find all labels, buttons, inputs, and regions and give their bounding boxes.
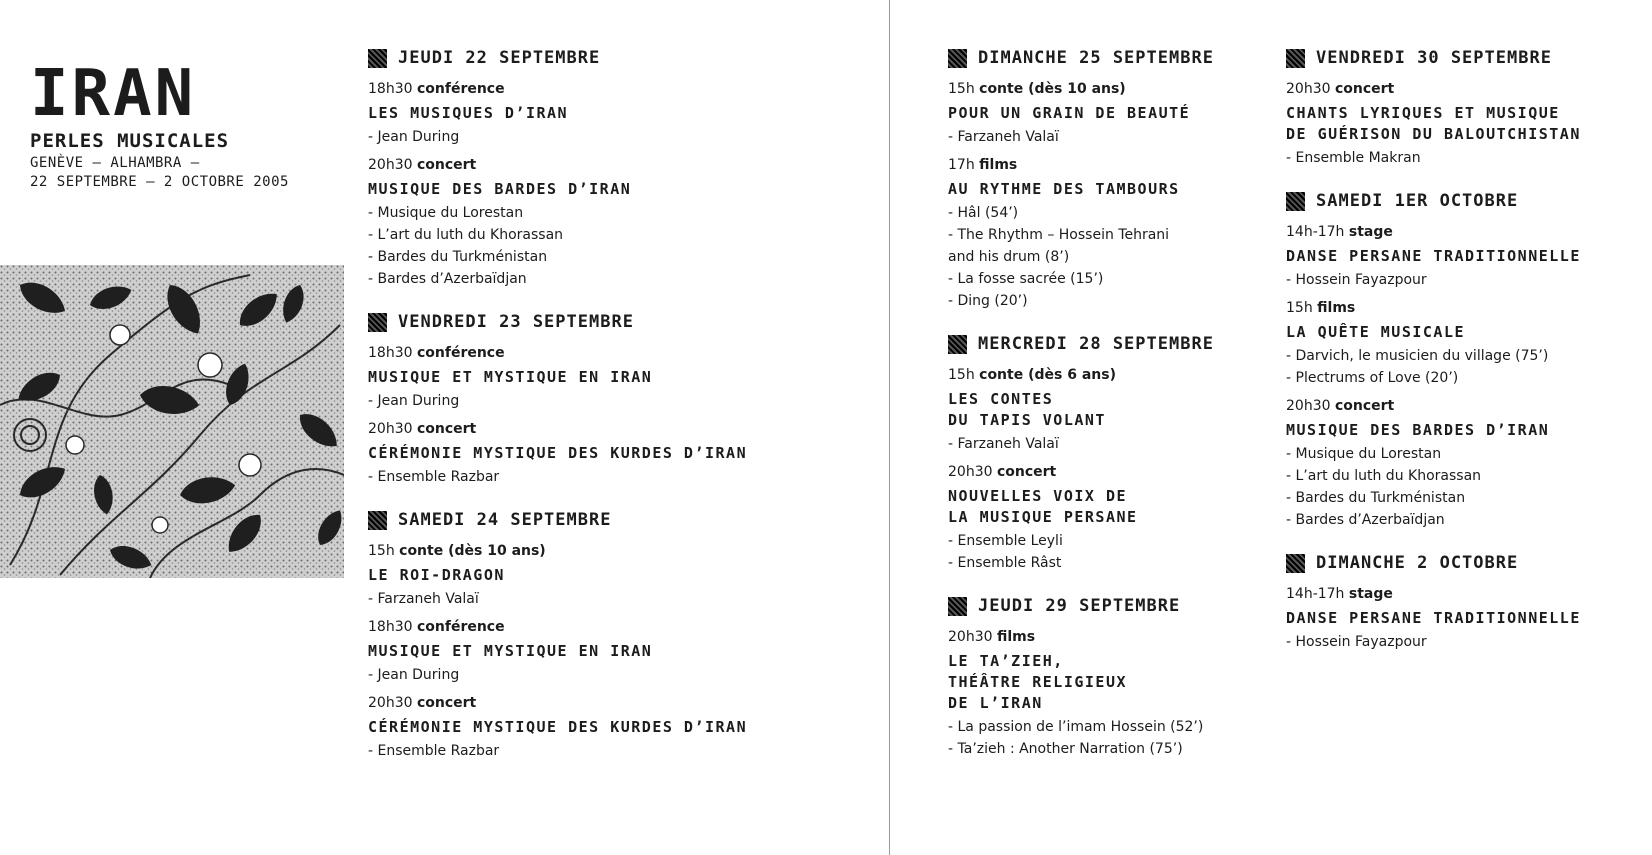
day-block [368, 304, 838, 488]
festival-dates: 22 SEPTEMBRE – 2 OCTOBRE 2005 [30, 174, 289, 190]
event-type: stage [1348, 224, 1393, 240]
event-details [368, 740, 838, 762]
day-heading [368, 304, 838, 340]
event-type: conte (dès 10 ans) [979, 81, 1126, 97]
event-type: conférence [416, 619, 505, 635]
event-type: films [979, 157, 1018, 173]
day-heading [948, 588, 1278, 624]
event-item [368, 420, 838, 488]
day-date: JEUDI 22 SEPTEMBRE [398, 48, 601, 68]
event-detail: - Bardes d’Azerbaïdjan [1286, 512, 1445, 528]
event-details [368, 664, 838, 686]
event-time-line [948, 80, 1278, 98]
event-detail: - Farzaneh Valaï [948, 129, 1059, 145]
event-time-line [1286, 585, 1646, 603]
event-type: conférence [416, 345, 505, 361]
event-detail: - Ta’zieh : Another Narration (75’) [948, 741, 1183, 757]
event-title: LES CONTES DU TAPIS VOLANT [948, 390, 1106, 429]
event-item [368, 344, 838, 412]
event-time-line [368, 694, 838, 712]
square-bullet-icon [948, 335, 967, 354]
event-time-line [368, 618, 838, 636]
event-item [1286, 80, 1646, 169]
event-detail: - Jean During [368, 129, 460, 145]
event-type: films [1317, 300, 1356, 316]
event-time: 20h30 [1286, 81, 1331, 97]
event-details [368, 202, 838, 290]
event-title: POUR UN GRAIN DE BEAUTÉ [948, 104, 1191, 122]
event-details [1286, 147, 1646, 169]
day-heading [1286, 545, 1646, 581]
event-title: MUSIQUE DES BARDES D’IRAN [1286, 421, 1550, 439]
event-detail: - Bardes d’Azerbaïdjan [368, 271, 527, 287]
event-detail: - Bardes du Turkménistan [1286, 490, 1466, 506]
event-detail: - The Rhythm – Hossein Tehrani and his drum (8’) [948, 227, 1170, 265]
event-time: 18h30 [368, 619, 413, 635]
event-detail: - Ding (20’) [948, 293, 1028, 309]
event-details [1286, 443, 1646, 531]
event-type: concert [416, 695, 477, 711]
event-type: concert [1334, 398, 1395, 414]
event-time-line [948, 463, 1278, 481]
day-block [368, 502, 838, 762]
event-time-line [368, 344, 838, 362]
event-type: stage [1348, 586, 1393, 602]
event-title: LE ROI-DRAGON [368, 566, 505, 584]
event-item [948, 80, 1278, 148]
event-time-line [1286, 223, 1646, 241]
event-detail: - Darvich, le musicien du village (75’) [1286, 348, 1549, 364]
schedule-column-1 [368, 40, 838, 776]
event-title: LA QUÊTE MUSICALE [1286, 323, 1466, 341]
event-time-line [948, 628, 1278, 646]
event-type: concert [1334, 81, 1395, 97]
event-detail: - L’art du luth du Khorassan [368, 227, 564, 243]
event-time: 15h [1286, 300, 1313, 316]
event-time: 15h [948, 81, 975, 97]
event-detail: - L’art du luth du Khorassan [1286, 468, 1482, 484]
day-block [368, 40, 838, 290]
event-detail: - Farzaneh Valaï [368, 591, 479, 607]
day-date: JEUDI 29 SEPTEMBRE [978, 596, 1181, 616]
event-title: CÉRÉMONIE MYSTIQUE DES KURDES D’IRAN [368, 444, 748, 462]
event-detail: - Farzaneh Valaï [948, 436, 1059, 452]
event-time: 20h30 [368, 421, 413, 437]
event-item [368, 542, 838, 610]
event-item [1286, 223, 1646, 291]
event-time: 18h30 [368, 345, 413, 361]
day-block [948, 588, 1278, 760]
event-title: LES MUSIQUES D’IRAN [368, 104, 569, 122]
event-detail: - La fosse sacrée (15’) [948, 271, 1104, 287]
event-item [948, 156, 1278, 312]
event-title: CHANTS LYRIQUES ET MUSIQUE DE GUÉRISON DU BALOUTCHISTAN [1286, 104, 1581, 143]
day-heading [1286, 40, 1646, 76]
event-item [948, 463, 1278, 574]
event-title: DANSE PERSANE TRADITIONNELLE [1286, 247, 1581, 265]
event-title: NOUVELLES VOIX DE LA MUSIQUE PERSANE [948, 487, 1138, 526]
event-detail: - Ensemble Makran [1286, 150, 1421, 166]
event-details [368, 466, 838, 488]
schedule-column-2 [948, 40, 1278, 774]
day-heading [368, 502, 838, 538]
event-time: 15h [368, 543, 395, 559]
event-time: 18h30 [368, 81, 413, 97]
event-type: concert [416, 157, 477, 173]
day-heading [948, 40, 1278, 76]
event-details [1286, 269, 1646, 291]
day-date: DIMANCHE 2 OCTOBRE [1316, 553, 1519, 573]
event-detail: - Ensemble Razbar [368, 469, 500, 485]
event-time-line [368, 542, 838, 560]
day-date: MERCREDI 28 SEPTEMBRE [978, 334, 1214, 354]
event-title: MUSIQUE DES BARDES D’IRAN [368, 180, 632, 198]
event-detail: - La passion de l’imam Hossein (52’) [948, 719, 1204, 735]
event-details [368, 126, 838, 148]
event-title: DANSE PERSANE TRADITIONNELLE [1286, 609, 1581, 627]
day-heading [1286, 183, 1646, 219]
event-time: 20h30 [368, 157, 413, 173]
event-title: AU RYTHME DES TAMBOURS [948, 180, 1180, 198]
event-title: LE TA’ZIEH, THÉÂTRE RELIGIEUX DE L’IRAN [948, 652, 1128, 712]
event-type: conférence [416, 81, 505, 97]
day-date: DIMANCHE 25 SEPTEMBRE [978, 48, 1214, 68]
festival-header [30, 57, 289, 190]
event-detail: - Plectrums of Love (20’) [1286, 370, 1459, 386]
day-block [948, 40, 1278, 312]
square-bullet-icon [948, 597, 967, 616]
event-detail: - Jean During [368, 393, 460, 409]
day-date: SAMEDI 1ER OCTOBRE [1316, 191, 1519, 211]
square-bullet-icon [368, 49, 387, 68]
event-details [948, 433, 1278, 455]
day-heading [948, 326, 1278, 362]
event-time: 20h30 [368, 695, 413, 711]
square-bullet-icon [948, 49, 967, 68]
event-time-line [1286, 80, 1646, 98]
event-item [368, 618, 838, 686]
event-detail: - Ensemble Razbar [368, 743, 500, 759]
square-bullet-icon [1286, 192, 1305, 211]
event-time-line [368, 156, 838, 174]
square-bullet-icon [1286, 49, 1305, 68]
event-details [948, 202, 1278, 312]
event-details [1286, 345, 1646, 389]
event-time-line [948, 156, 1278, 174]
day-heading [368, 40, 838, 76]
event-time: 20h30 [948, 464, 993, 480]
event-time: 14h-17h [1286, 586, 1345, 602]
event-item [368, 80, 838, 148]
event-type: concert [996, 464, 1057, 480]
event-time: 20h30 [1286, 398, 1331, 414]
day-block [948, 326, 1278, 574]
event-title: CÉRÉMONIE MYSTIQUE DES KURDES D’IRAN [368, 718, 748, 736]
day-block [1286, 545, 1646, 653]
event-details [948, 716, 1278, 760]
event-time: 15h [948, 367, 975, 383]
event-details [368, 390, 838, 412]
event-item [368, 156, 838, 290]
event-type: conte (dès 6 ans) [979, 367, 1116, 383]
event-time-line [368, 420, 838, 438]
event-detail: - Musique du Lorestan [1286, 446, 1442, 462]
event-detail: - Hossein Fayazpour [1286, 272, 1427, 288]
event-detail: - Ensemble Leyli [948, 533, 1063, 549]
day-date: VENDREDI 30 SEPTEMBRE [1316, 48, 1552, 68]
event-detail: - Musique du Lorestan [368, 205, 524, 221]
festival-venue: GENÈVE – ALHAMBRA – [30, 155, 200, 171]
event-item [1286, 299, 1646, 389]
event-item [948, 366, 1278, 455]
floral-artwork-image [0, 265, 344, 578]
event-details [948, 530, 1278, 574]
event-item [948, 628, 1278, 760]
event-details [948, 126, 1278, 148]
event-item [368, 694, 838, 762]
event-detail: - Hâl (54’) [948, 205, 1019, 221]
schedule-column-3 [1286, 40, 1646, 667]
event-type: concert [416, 421, 477, 437]
event-detail: - Bardes du Turkménistan [368, 249, 548, 265]
event-details [368, 588, 838, 610]
event-details [1286, 631, 1646, 653]
festival-subtitle: PERLES MUSICALES [30, 130, 230, 152]
day-block [1286, 183, 1646, 531]
event-type: films [996, 629, 1036, 645]
event-time-line [1286, 397, 1646, 415]
event-type: conte (dès 10 ans) [399, 543, 546, 559]
event-detail: - Jean During [368, 667, 460, 683]
event-time-line [368, 80, 838, 98]
square-bullet-icon [1286, 554, 1305, 573]
event-time: 14h-17h [1286, 224, 1345, 240]
fold-line [889, 0, 890, 855]
square-bullet-icon [368, 313, 387, 332]
day-date: SAMEDI 24 SEPTEMBRE [398, 510, 612, 530]
event-title: MUSIQUE ET MYSTIQUE EN IRAN [368, 368, 653, 386]
event-time-line [948, 366, 1278, 384]
event-time: 20h30 [948, 629, 993, 645]
event-item [1286, 585, 1646, 653]
event-detail: - Hossein Fayazpour [1286, 634, 1427, 650]
event-time-line [1286, 299, 1646, 317]
festival-title: IRAN [30, 57, 197, 131]
event-time: 17h [948, 157, 975, 173]
event-detail: - Ensemble Râst [948, 555, 1062, 571]
day-date: VENDREDI 23 SEPTEMBRE [398, 312, 634, 332]
event-item [1286, 397, 1646, 531]
square-bullet-icon [368, 511, 387, 530]
event-title: MUSIQUE ET MYSTIQUE EN IRAN [368, 642, 653, 660]
day-block [1286, 40, 1646, 169]
